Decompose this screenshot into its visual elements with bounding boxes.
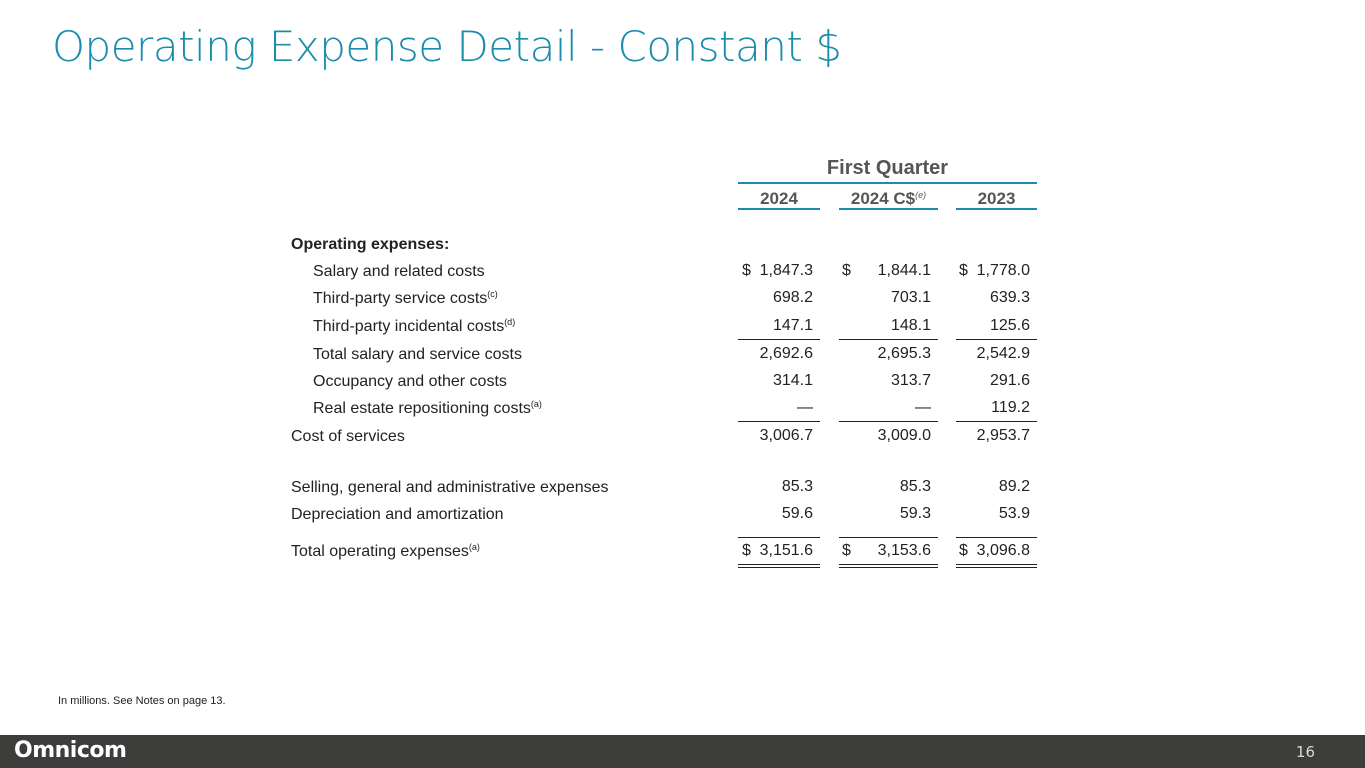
- row-label-cost-of-services: Cost of services: [291, 428, 405, 445]
- cell-value: 148.1: [890, 317, 931, 334]
- page-number: 16: [1295, 743, 1315, 761]
- cell-value: 3,006.7: [759, 427, 813, 444]
- cell-value: 703.1: [890, 289, 931, 306]
- cell-value: 119.2: [991, 399, 1030, 416]
- cell-value: —: [915, 399, 931, 416]
- cell-value: 1,844.1: [877, 262, 931, 279]
- row-label-real-estate: Real estate repositioning costs$^{(a)}$: [313, 399, 542, 417]
- dollar-sign: $: [959, 262, 968, 279]
- cell-value: —: [797, 399, 813, 416]
- total-rule: [738, 537, 820, 538]
- dollar-sign: $: [842, 542, 851, 559]
- footnote: In millions. See Notes on page 13.: [58, 695, 226, 707]
- row-label-total-operating: Total operating expenses$^{(a)}$: [291, 542, 480, 560]
- subtotal-rule: [738, 339, 820, 340]
- subtotal-rule: [839, 421, 938, 422]
- cell-value: 3,009.0: [877, 427, 931, 444]
- cell-value: 89.2: [998, 478, 1030, 495]
- column-header-2023: 2023: [956, 184, 1037, 210]
- cell-value: 3,151.6: [759, 542, 813, 559]
- dollar-sign: $: [842, 262, 851, 279]
- subtotal-rule: [738, 421, 820, 422]
- cell-value: 147.1: [772, 317, 813, 334]
- cell-value: 2,953.7: [976, 427, 1030, 444]
- footer-bar: [0, 735, 1365, 768]
- dollar-sign: $: [742, 262, 751, 279]
- cell-value: 2,695.3: [877, 345, 931, 362]
- cell-value: 2,692.6: [759, 345, 813, 362]
- cell-value: 85.3: [899, 478, 931, 495]
- cell-value: 2,542.9: [976, 345, 1030, 362]
- grand-total-double-rule: [956, 564, 1037, 568]
- cell-value: 698.2: [772, 289, 813, 306]
- cell-value: 1,778.0: [976, 262, 1030, 279]
- cell-value: 3,096.8: [976, 542, 1030, 559]
- cell-value: 3,153.6: [877, 542, 931, 559]
- row-label-occupancy: Occupancy and other costs: [313, 373, 507, 390]
- row-label-total-salary-service: Total salary and service costs: [313, 346, 522, 363]
- dollar-sign: $: [959, 542, 968, 559]
- row-label-depreciation: Depreciation and amortization: [291, 506, 504, 523]
- cell-value: 59.6: [781, 505, 813, 522]
- row-label-salary: Salary and related costs: [313, 263, 485, 280]
- grand-total-double-rule: [839, 564, 938, 568]
- row-label-third-party-service: Third-party service costs$^{(c)}$: [313, 289, 498, 307]
- cell-value: 313.7: [890, 372, 931, 389]
- dollar-sign: $: [742, 542, 751, 559]
- grand-total-double-rule: [738, 564, 820, 568]
- company-logo: Omnicom: [14, 738, 127, 763]
- row-label-third-party-incidental: Third-party incidental costs$^{(d)}$: [313, 317, 516, 335]
- column-header-2024-cs: 2024 C\$$^{(e)}$: [839, 184, 938, 210]
- subtotal-rule: [956, 421, 1037, 422]
- cell-value: 1,847.3: [759, 262, 813, 279]
- row-label-sga: Selling, general and administrative expenses: [291, 479, 609, 496]
- group-header: First Quarter: [738, 156, 1037, 184]
- subtotal-rule: [956, 339, 1037, 340]
- cell-value: 53.9: [998, 505, 1030, 522]
- cell-value: 85.3: [781, 478, 813, 495]
- page-title: Operating Expense Detail - Constant $: [52, 22, 842, 71]
- cell-value: 125.6: [989, 317, 1030, 334]
- cell-value: 59.3: [899, 505, 931, 522]
- section-header: Operating expenses:: [291, 236, 450, 253]
- subtotal-rule: [839, 339, 938, 340]
- cell-value: 639.3: [989, 289, 1030, 306]
- cell-value: 314.1: [772, 372, 813, 389]
- cell-value: 291.6: [989, 372, 1030, 389]
- column-header-2024: 2024: [738, 184, 820, 210]
- total-rule: [956, 537, 1037, 538]
- total-rule: [839, 537, 938, 538]
